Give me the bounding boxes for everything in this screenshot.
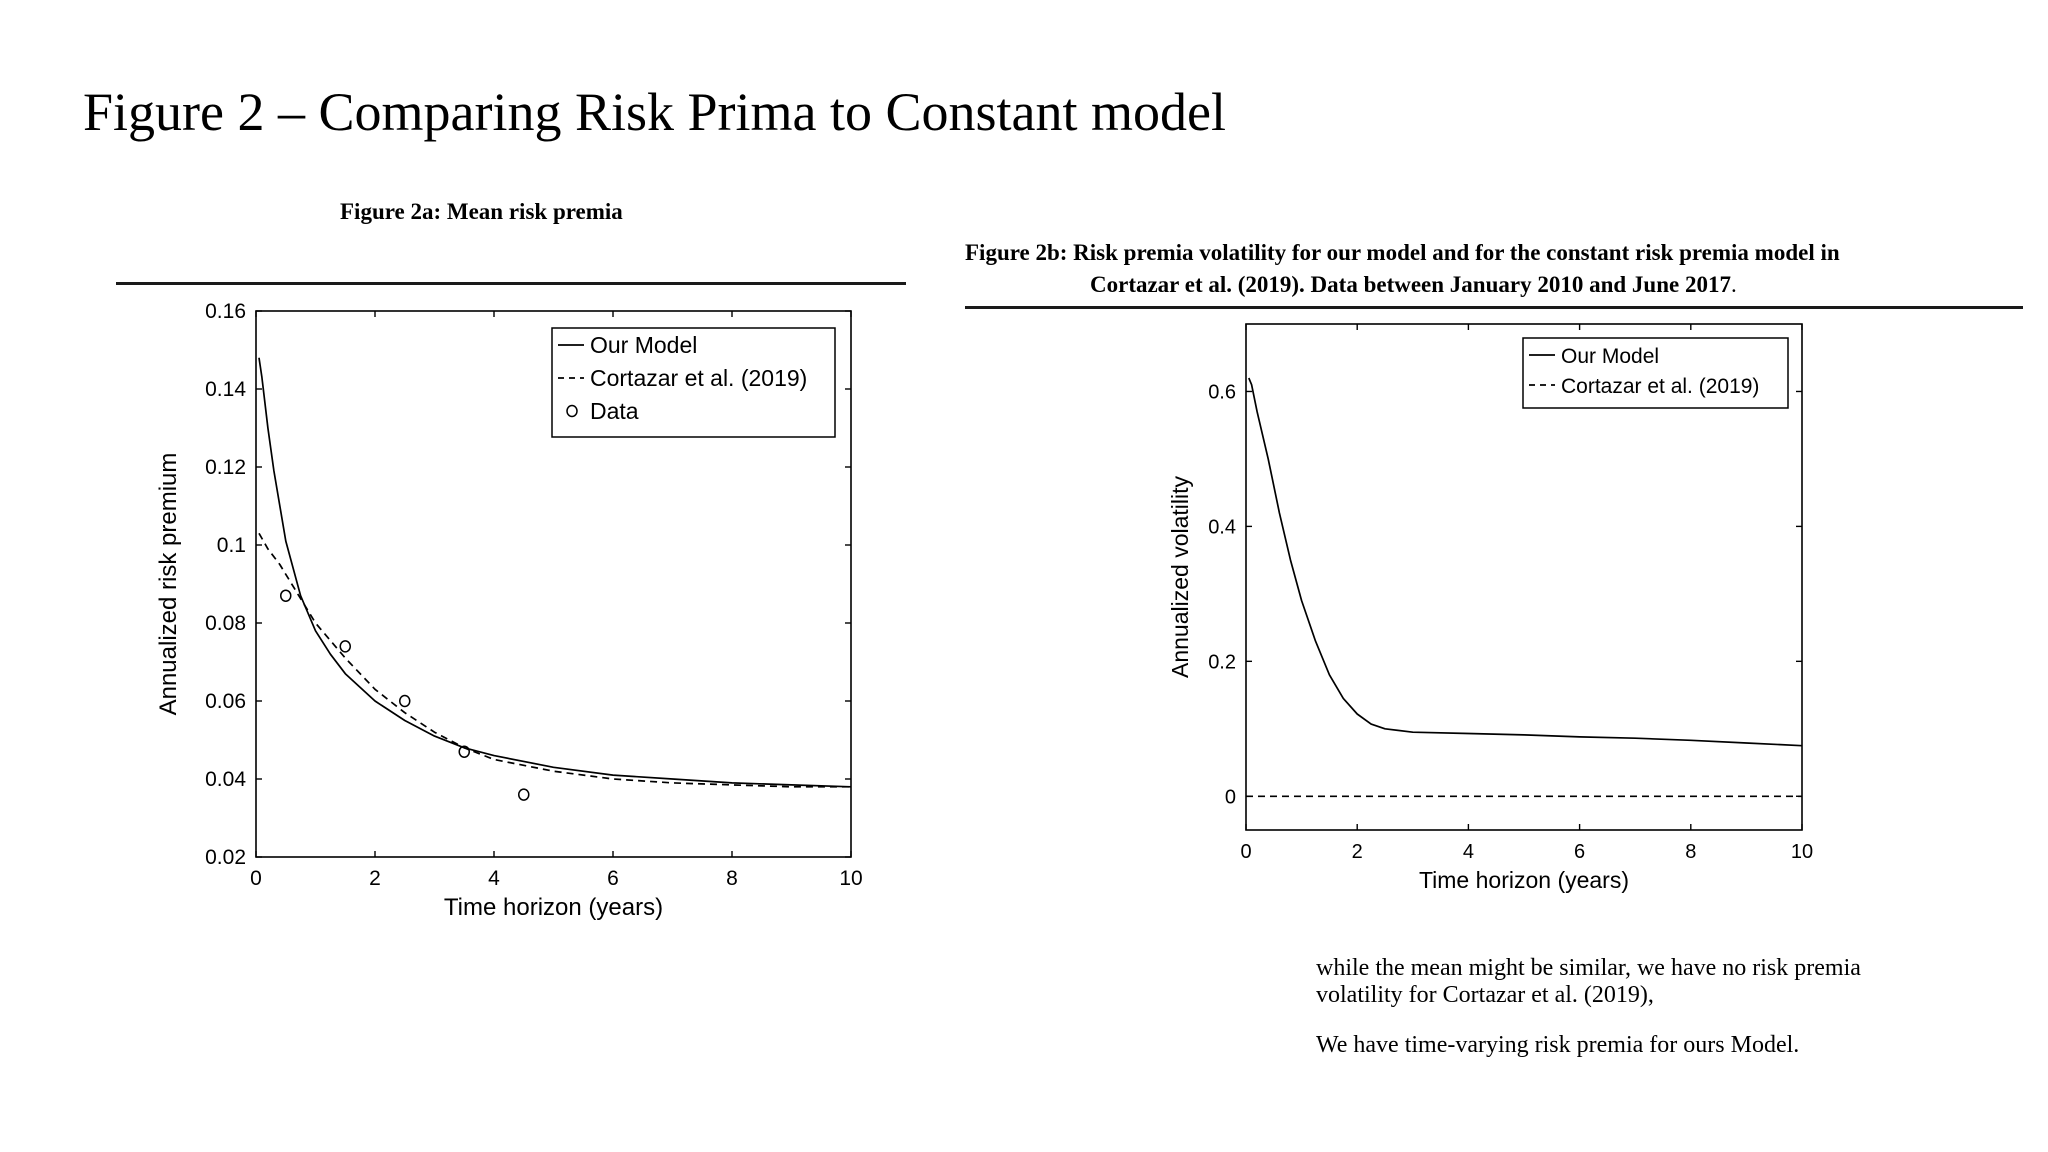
chart-2a-legend-label: Our Model — [590, 332, 698, 358]
chart-2a-ytick-label: 0.12 — [205, 456, 246, 479]
chart-2a-ytick-label: 0.06 — [205, 690, 246, 713]
chart-2b-xtick-label: 0 — [1240, 841, 1252, 863]
chart-2b-legend-label: Cortazar et al. (2019) — [1561, 375, 1760, 398]
figure-2a-caption: Figure 2a: Mean risk premia — [340, 199, 623, 224]
figure-2b-caption-line2-text: Cortazar et al. (2019). Data between January 2010 and June 2017 — [1090, 272, 1731, 297]
chart-2a-ytick-label: 0.14 — [205, 378, 246, 401]
chart-2a-ytick-label: 0.08 — [205, 612, 246, 635]
figure-2b-caption-line1: Figure 2b: Risk premia volatility for our model and for the constant risk premia model in — [965, 240, 1840, 265]
chart-2a-ytick-label: 0.04 — [205, 768, 246, 791]
figure-2b-caption-period: . — [1730, 272, 1737, 297]
chart-2a-legend-label: Data — [590, 398, 639, 424]
chart-2b-series-our-model — [1249, 378, 1802, 746]
chart-2a-legend-label: Cortazar et al. (2019) — [590, 365, 808, 391]
chart-2a-ytick-label: 0.16 — [205, 300, 246, 323]
chart-2b-ytick-label: 0.6 — [1208, 381, 1236, 404]
chart-2b-xlabel: Time horizon (years) — [1418, 867, 1630, 893]
chart-2a-ylabel: Annualized risk premium — [155, 452, 182, 716]
chart-2a-xtick-label: 6 — [607, 867, 619, 890]
chart-2b-xtick-label: 2 — [1351, 841, 1363, 863]
chart-2b-xtick-label: 6 — [1574, 841, 1586, 863]
chart-2a-ytick-label: 0.02 — [205, 846, 246, 869]
chart-2b-xtick-label: 10 — [1790, 841, 1814, 863]
chart-2b-ytick-label: 0.2 — [1208, 651, 1236, 674]
note-mean-similar: while the mean might be similar, we have no risk premia volatility for Cortazar et al. (2019), — [1316, 955, 1861, 1008]
chart-2b-ytick-label: 0 — [1224, 786, 1236, 809]
chart-2b-ylabel: Annualized volatility — [1167, 475, 1193, 679]
chart-2a-xtick-label: 10 — [839, 867, 863, 890]
chart-2a-xtick-label: 0 — [250, 867, 262, 890]
chart-2b-xtick-label: 4 — [1462, 841, 1474, 863]
chart-2a-ytick-label: 0.1 — [216, 534, 246, 557]
chart-2a-xtick-label: 4 — [488, 867, 500, 890]
chart-2b-xtick-label: 8 — [1685, 841, 1697, 863]
chart-2a-xtick-label: 2 — [369, 867, 381, 890]
note-time-varying: We have time-varying risk premia for ours Model. — [1316, 1032, 1800, 1058]
chart-2b-ytick-label: 0.4 — [1208, 516, 1236, 539]
slide-title: Figure 2 – Comparing Risk Prima to Constant model — [83, 82, 1226, 142]
chart-2b-legend-label: Our Model — [1561, 345, 1660, 368]
chart-2a-xtick-label: 8 — [726, 867, 738, 890]
chart-2a-xlabel: Time horizon (years) — [443, 894, 664, 921]
